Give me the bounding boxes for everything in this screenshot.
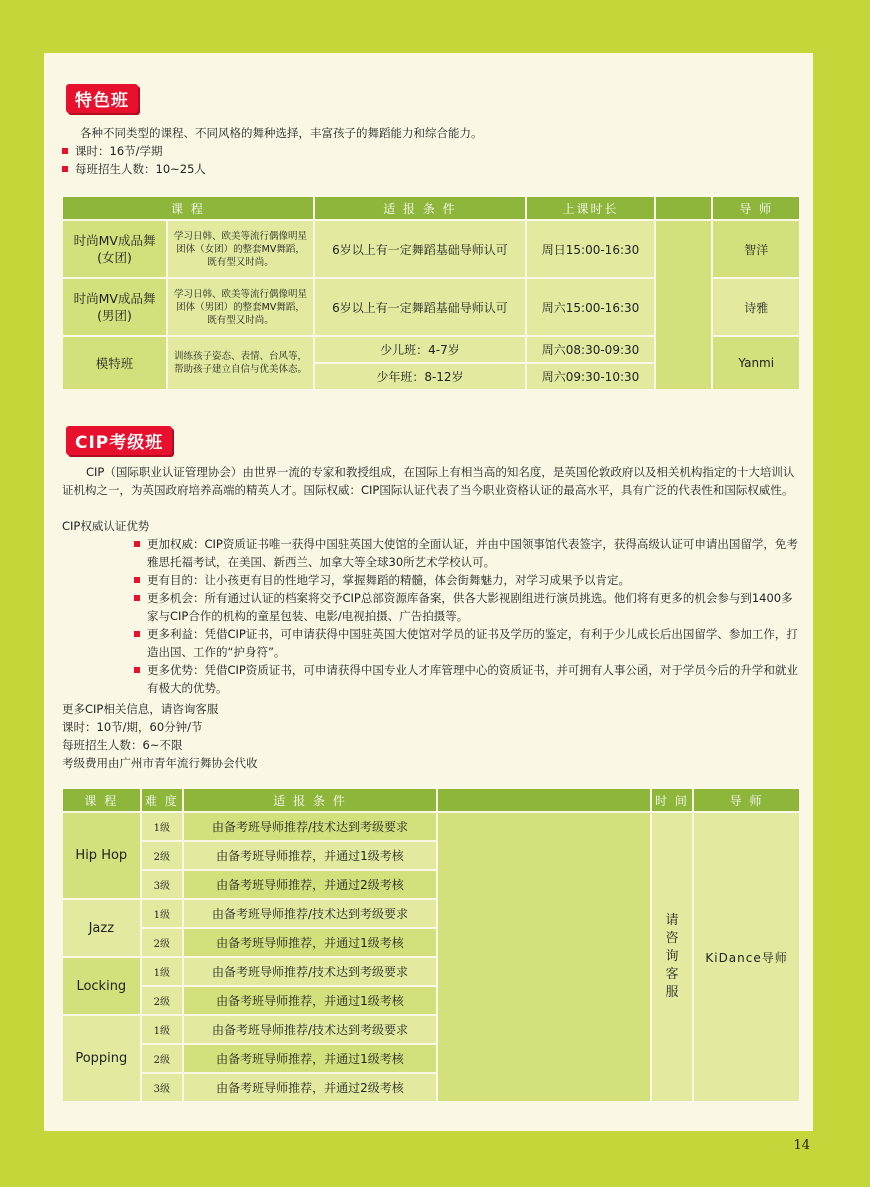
course-cond: 少儿班：4-7岁 [315,337,525,362]
cip-info: 更多CIP相关信息，请咨询客服 [62,702,219,716]
grade-cond: 由备考班导师推荐/技术达到考级要求 [184,900,436,927]
col-header: 导 师 [694,789,799,811]
grade-course: Locking [63,958,140,1014]
grade-teacher: KiDance导师 [694,813,799,1101]
course-cond: 6岁以上有一定舞蹈基础导师认可 [315,221,525,277]
course-name: 时尚MV成品舞 (女团) [63,221,166,277]
course-desc: 学习日韩、欧美等流行偶像明星团体（男团）的整套MV舞蹈，既有型又时尚。 [168,279,313,335]
grade-cond: 由备考班导师推荐，并通过2级考核 [184,1074,436,1101]
special-class-table [61,195,801,391]
course-desc: 学习日韩、欧美等流行偶像明星团体（女团）的整套MV舞蹈，既有型又时尚。 [168,221,313,277]
grade-course: Hip Hop [63,813,140,898]
grade-cond: 由备考班导师推荐，并通过2级考核 [184,871,436,898]
col-header: 难 度 [142,789,182,811]
grade-course: Jazz [63,900,140,956]
grade-cond: 由备考班导师推荐，并通过1级考核 [184,842,436,869]
col-header: 课 程 [63,789,140,811]
grade-level: 2级 [142,987,182,1014]
course-name: 时尚MV成品舞 (男团) [63,279,166,335]
col-header: 上课时长 [527,197,654,219]
cip-adv-title: CIP权威认证优势 [62,519,150,533]
grade-level: 2级 [142,929,182,956]
grade-level: 3级 [142,871,182,898]
blank-cell [438,813,650,1101]
section-tag-cip: CIP考级班 [66,426,172,455]
list-item: 更加权威：CIP资质证书唯一获得中国驻英国大使馆的全面认证，并由中国领事馆代表签字，获得高级认证可申请出国留学，免考雅思托福考试，在美国、新西兰、加拿大等全球30所艺术学校认可。 [134,535,798,571]
blank-cell [656,221,711,389]
grade-cond: 由备考班导师推荐，并通过1级考核 [184,929,436,956]
grade-course: Popping [63,1016,140,1101]
grade-cond: 由备考班导师推荐，并通过1级考核 [184,1045,436,1072]
col-header: 课 程 [63,197,313,219]
course-name: 模特班 [63,337,166,389]
section1-bullet: 每班招生人数：10~25人 [62,160,206,178]
grade-cond: 由备考班导师推荐/技术达到考级要求 [184,813,436,840]
col-header: 导 师 [713,197,799,219]
grade-level: 1级 [142,1016,182,1043]
course-teacher: 智洋 [713,221,799,277]
grade-level: 1级 [142,958,182,985]
grade-cond: 由备考班导师推荐，并通过1级考核 [184,987,436,1014]
cip-info: 课时：10节/期，60分钟/节 [62,720,203,734]
section1-bullet: 课时：16节/学期 [62,142,163,160]
section-tag-special: 特色班 [66,84,138,113]
cip-advantages [134,535,798,697]
table-row [63,221,799,277]
grade-level: 3级 [142,1074,182,1101]
course-teacher: Yanmi [713,337,799,389]
list-item: 更有目的：让小孩更有目的性地学习，掌握舞蹈的精髓，体会街舞魅力，对学习成果予以肯定。 [134,571,798,589]
course-teacher: 诗雅 [713,279,799,335]
course-desc: 训练孩子姿态、表情、台风等，帮助孩子建立自信与优美体态。 [168,337,313,389]
col-header [656,197,711,219]
grade-cond: 由备考班导师推荐/技术达到考级要求 [184,958,436,985]
grade-level: 1级 [142,900,182,927]
table-row [63,813,799,840]
list-item: 更多利益：凭借CIP证书，可申请获得中国驻英国大使馆对学员的证书及学历的鉴定，有利于少儿成长后出国留学、参加工作，打造出国、工作的“护身符”。 [134,625,798,661]
course-time: 周六09:30-10:30 [527,364,654,389]
col-header: 适 报 条 件 [184,789,436,811]
list-item: 更多优势：凭借CIP资质证书，可申请获得中国专业人才库管理中心的资质证书，并可拥有人事公函，对于学员今后的升学和就业有极大的优势。 [134,661,798,697]
course-time: 周六15:00-16:30 [527,279,654,335]
cip-grade-table [61,787,801,1103]
course-time: 周日15:00-16:30 [527,221,654,277]
bottom-band [0,1134,870,1187]
grade-time: 请 咨 询 客 服 [652,813,692,1101]
section1-intro: 各种不同类型的课程、不同风格的舞种选择，丰富孩子的舞蹈能力和综合能力。 [80,126,483,140]
grade-level: 2级 [142,1045,182,1072]
col-header: 适 报 条 件 [315,197,525,219]
grade-level: 2级 [142,842,182,869]
list-item: 更多机会：所有通过认证的档案将交予CIP总部资源库备案，供各大影视剧组进行演员挑选。他们将有更多的机会参与到1400多家与CIP合作的机构的童星包装、电影/电视拍摄、广告拍摄等。 [134,589,798,625]
col-header [438,789,650,811]
col-header: 时 间 [652,789,692,811]
cip-info: 每班招生人数：6~不限 [62,738,183,752]
course-cond: 少年班：8-12岁 [315,364,525,389]
cip-info: 考级费用由广州市青年流行舞协会代收 [62,756,258,770]
course-cond: 6岁以上有一定舞蹈基础导师认可 [315,279,525,335]
cip-intro: CIP（国际职业认证管理协会）由世界一流的专家和教授组成，在国际上有相当高的知名度，是英国伦敦政府以及相关机构指定的十大培训认证机构之一，为英国政府培养高端的精英人才。国际权威：CIP国际认证代表了当今职业资格认证的最高水平，具有广泛的代表性和国际权威性。 [62,465,795,497]
grade-level: 1级 [142,813,182,840]
course-time: 周六08:30-09:30 [527,337,654,362]
page-number: 14 [793,1138,810,1153]
grade-cond: 由备考班导师推荐/技术达到考级要求 [184,1016,436,1043]
